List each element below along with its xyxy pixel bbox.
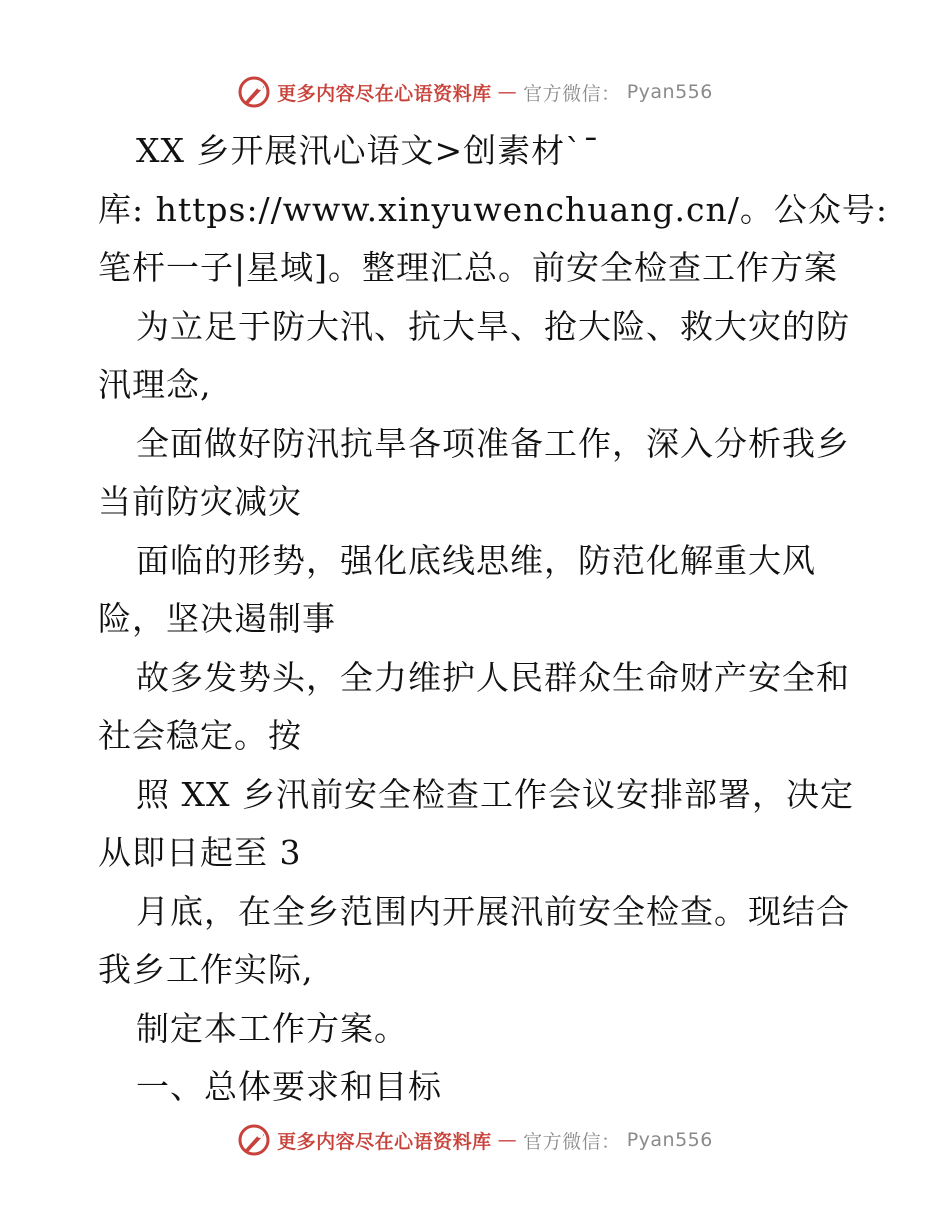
- doc-line: 库: https://www.xinyuwenchuang.cn/。公众号:: [98, 189, 888, 229]
- doc-line: 险，坚决遏制事: [98, 599, 336, 638]
- doc-line: 月底，在全乡范围内开展汛前安全检查。现结合: [136, 891, 850, 931]
- document-body: [98, 122, 888, 1117]
- banner-site-text: 更多内容尽在心语资料库: [277, 82, 492, 105]
- doc-line: 当前防灾减灾: [98, 482, 302, 521]
- doc-line: XX 乡开展汛心语文>创素材`¯: [136, 131, 601, 170]
- banner-wechat-label: 官方微信：: [523, 1130, 621, 1153]
- banner-dash: —: [497, 81, 518, 103]
- doc-line: 从即日起至 3: [98, 833, 302, 872]
- pen-logo-icon: [237, 1123, 271, 1157]
- pen-logo-icon: [237, 75, 271, 109]
- doc-line: 汛理念,: [98, 365, 212, 404]
- doc-line: 我乡工作实际,: [98, 950, 314, 989]
- banner-dash: —: [497, 1129, 518, 1151]
- banner-wechat-label: 官方微信：: [523, 82, 621, 105]
- doc-line: 故多发势头，全力维护人民群众生命财产安全和: [136, 657, 850, 697]
- doc-line: 面临的形势，强化底线思维，防范化解重大风: [136, 540, 816, 580]
- banner-wechat-id: Pyan556: [626, 1129, 713, 1151]
- footer-watermark-banner: [0, 1120, 950, 1160]
- header-watermark-banner: [0, 72, 950, 112]
- doc-line: 全面做好防汛抗旱各项准备工作，深入分析我乡: [136, 423, 850, 463]
- banner-site-text: 更多内容尽在心语资料库: [277, 1130, 492, 1153]
- doc-line: 社会稳定。按: [98, 716, 302, 755]
- doc-line: 笔杆一子|星域]。整理汇总。前安全检查工作方案: [98, 248, 838, 287]
- doc-line: 为立足于防大汛、抗大旱、抢大险、救大灾的防: [136, 306, 850, 346]
- doc-line: 一、总体要求和目标: [136, 1067, 442, 1106]
- doc-line: 照 XX 乡汛前安全检查工作会议安排部署，决定: [136, 774, 854, 814]
- doc-line: 制定本工作方案。: [136, 1008, 408, 1048]
- banner-wechat-id: Pyan556: [626, 81, 713, 103]
